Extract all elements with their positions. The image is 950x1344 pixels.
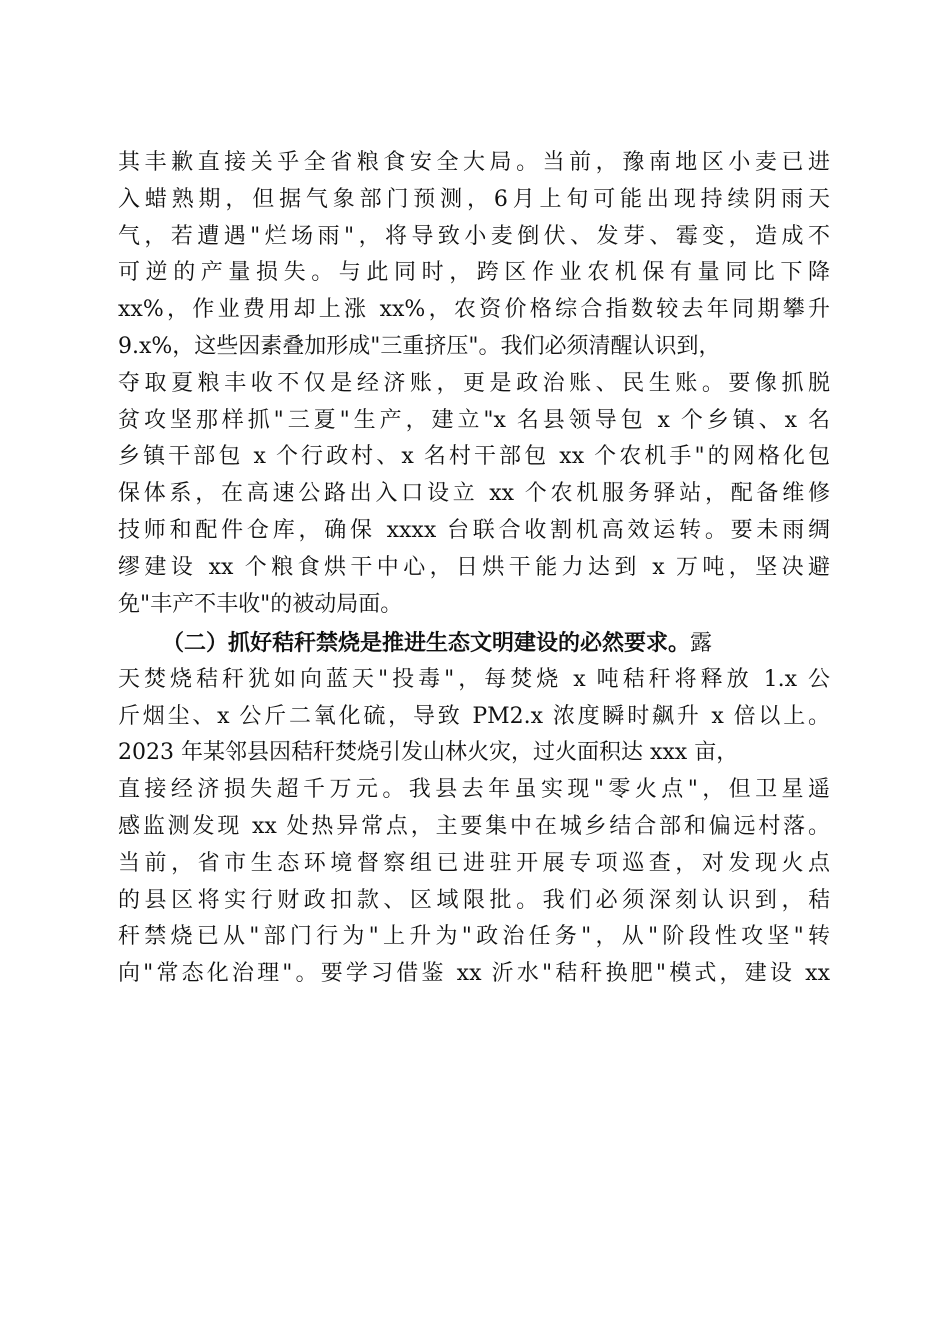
text-line: 当前，省市生态环境督察组已进驻开展专项巡查，对发现火点: [118, 850, 830, 876]
text-line: 秆禁烧已从"部门行为"上升为"政治任务"，从"阶段性攻坚"转: [118, 924, 830, 950]
text-line: 天焚烧秸秆犹如向蓝天"投毒"，每焚烧 x 吨秸秆将释放 1.x 公: [118, 666, 830, 692]
text-line: 其丰歉直接关乎全省粮食安全大局。当前，豫南地区小麦已进: [118, 150, 830, 175]
text-line: 气，若遭遇"烂场雨"，将导致小麦倒伏、发芽、霉变，造成不: [118, 223, 830, 249]
text-line: 乡镇干部包 x 个行政村、x 名村干部包 xx 个农机手"的网格化包: [118, 444, 830, 470]
text-line: 2023 年某邻县因秸秆焚烧引发山林火灾，过火面积达 xxx 亩，: [118, 740, 739, 766]
text-line: 入蜡熟期，但据气象部门预测，6月上旬可能出现持续阴雨天: [118, 186, 830, 212]
text-line: 感监测发现 xx 处热异常点，主要集中在城乡结合部和偏远村落。: [118, 813, 830, 839]
text-line: xx%，作业费用却上涨 xx%，农资价格综合指数较去年同期攀升: [118, 297, 830, 323]
text-line: 向"常态化治理"。要学习借鉴 xx 沂水"秸秆换肥"模式，建设 xx: [118, 961, 830, 987]
text-line: 免"丰产不丰收"的被动局面。: [118, 591, 403, 617]
text-line: 斤烟尘、x 公斤二氧化硫，导致 PM2.x 浓度瞬时飙升 x 倍以上。: [118, 703, 830, 729]
text-line: 的县区将实行财政扣款、区域限批。我们必须深刻认识到，秸: [118, 887, 830, 913]
text-line: 夺取夏粮丰收不仅是经济账，更是政治账、民生账。要像抓脱: [118, 370, 830, 396]
section-heading: （二）抓好秸秆禁烧是推进生态文明建设的必然要求。: [162, 629, 691, 656]
text-line: 9.x%，这些因素叠加形成"三重挤压"。我们必须清醒认识到，: [118, 333, 721, 359]
paragraph-1: [118, 145, 830, 623]
text-line: 贫攻坚那样抓"三夏"生产，建立"x 名县领导包 x 个乡镇、x 名: [118, 407, 830, 433]
heading-line-rest: 露: [690, 630, 713, 656]
text-line: 保体系，在高速公路出入口设立 xx 个农机服务驿站，配备维修: [118, 481, 830, 507]
document-body: [118, 145, 830, 993]
text-line: 可逆的产量损失。与此同时，跨区作业农机保有量同比下降: [118, 260, 830, 286]
text-line: 缪建设 xx 个粮食烘干中心，日烘干能力达到 x 万吨，坚决避: [118, 554, 830, 580]
text-line: [118, 625, 830, 662]
paragraph-2: [118, 625, 830, 993]
text-line: 直接经济损失超千万元。我县去年虽实现"零火点"，但卫星遥: [118, 777, 830, 803]
text-line: 技师和配件仓库，确保 xxxx 台联合收割机高效运转。要未雨绸: [118, 517, 830, 543]
